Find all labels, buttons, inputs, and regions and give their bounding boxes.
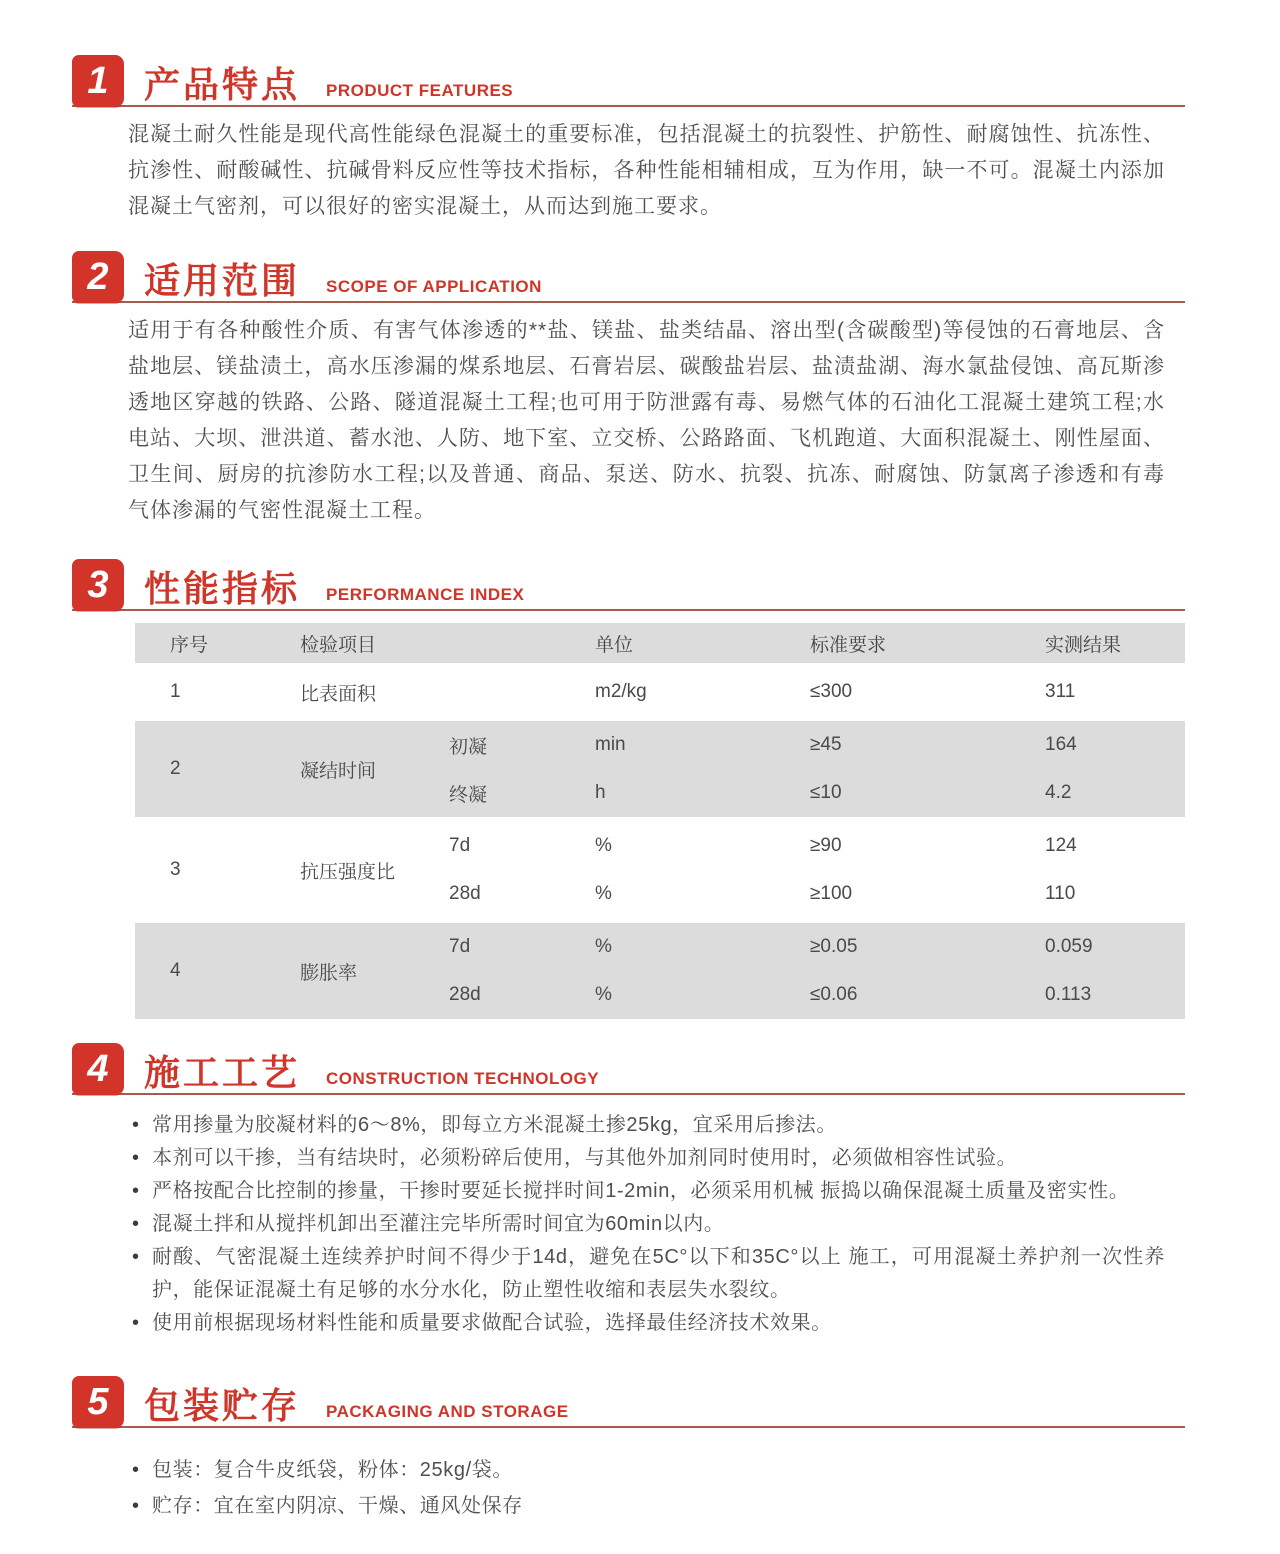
table-header-row: [135, 623, 1185, 663]
list-item: • 贮存：宜在室内阴凉、干燥、通风处保存: [128, 1488, 1165, 1524]
cell-result: 0.113: [1045, 984, 1092, 1005]
section-5-number: 5: [87, 1380, 109, 1423]
section-4-title: 施工工艺: [144, 1052, 301, 1094]
cell-result: 311: [1045, 681, 1076, 702]
cell-result: 0.059: [1045, 936, 1093, 957]
col-header-unit: 单位: [595, 634, 634, 656]
table-row: [135, 923, 1185, 1019]
cell-result: 164: [1045, 734, 1077, 755]
performance-table: [135, 623, 1185, 1019]
table-row: [135, 721, 1185, 817]
section-4-number: 4: [87, 1047, 109, 1090]
section-5-number-badge: [72, 1376, 124, 1428]
col-header-item: 检验项目: [300, 634, 377, 656]
section-4-header: [72, 1043, 1185, 1095]
cell-item: 凝结时间: [300, 760, 377, 782]
list-item: • 耐酸、气密混凝土连续养护时间不得少于14d，避免在5C°以下和35C°以上 施工，可用混凝土养护剂一次性养护，能保证混凝土有足够的水分水化，防止塑性收缩和表层失水裂纹。: [128, 1241, 1165, 1307]
scope-paragraph: 适用于有各种酸性介质、有害气体渗透的**盐、镁盐、盐类结晶、溶出型(含碳酸型)等侵蚀的石膏地层、含盐地层、镁盐渍土，高水压渗漏的煤系地层、石膏岩层、碳酸盐岩层、盐渍盐湖、海水氯盐侵蚀、高瓦斯渗透地区穿越的铁路、公路、隧道混凝土工程;也可用于防泄露有毒、易燃气体的石油化工混凝土建筑工程;水电站、大坝、泄洪道、蓄水池、人防、地下室、立交桥、公路路面、飞机跑道、大面积混凝土、刚性屋面、卫生间、厨房的抗渗防水工程;以及普通、商品、泵送、防水、抗裂、抗冻、耐腐蚀、防氯离子渗透和有毒气体渗漏的气密性混凝土工程。: [128, 319, 1165, 522]
cell-sub: 28d: [449, 883, 481, 904]
section-1-number-badge: [72, 55, 124, 107]
cell-unit: %: [595, 883, 612, 904]
list-item: • 本剂可以干掺，当有结块时，必须粉碎后使用，与其他外加剂同时使用时，必须做相容性试验。: [128, 1142, 1165, 1175]
cell-sub: 28d: [449, 984, 481, 1005]
col-header-no: 序号: [170, 634, 209, 656]
cell-requirement: ≥90: [810, 835, 842, 856]
cell-no: 1: [170, 681, 181, 702]
cell-unit: h: [595, 782, 606, 803]
cell-requirement: ≥0.05: [810, 936, 858, 957]
table-row: [135, 668, 1185, 716]
cell-result: 124: [1045, 835, 1077, 856]
section-3-subtitle: PERFORMANCE INDEX: [326, 585, 525, 604]
construction-bullet-list: [128, 1109, 1165, 1340]
cell-unit: %: [595, 984, 612, 1005]
cell-sub: 7d: [449, 936, 471, 957]
list-item: • 包装：复合牛皮纸袋，粉体：25kg/袋。: [128, 1452, 1165, 1488]
section-3-body: [128, 623, 1185, 1019]
col-header-requirement: 标准要求: [810, 634, 887, 656]
section-1-body: [128, 117, 1185, 225]
section-1-header: [72, 55, 1185, 107]
cell-item: 比表面积: [300, 683, 377, 705]
section-5-subtitle: PACKAGING AND STORAGE: [326, 1402, 569, 1421]
list-item: • 严格按配合比控制的掺量，干掺时要延长搅拌时间1-2min，必须采用机械 振捣以确保混凝土质量及密实性。: [128, 1175, 1165, 1208]
cell-sub: 终凝: [449, 784, 488, 806]
cell-no: 4: [170, 960, 181, 981]
cell-unit: m2/kg: [595, 681, 647, 702]
cell-result: 110: [1045, 883, 1076, 904]
section-2-title: 适用范围: [144, 260, 301, 302]
product-features-paragraph: 混凝土耐久性能是现代高性能绿色混凝土的重要标准，包括混凝土的抗裂性、护筋性、耐腐蚀性、抗冻性、抗渗性、耐酸碱性、抗碱骨料反应性等技术指标，各种性能相辅相成，互为作用，缺一不可。混凝土内添加混凝土气密剂，可以很好的密实混凝土，从而达到施工要求。: [128, 123, 1165, 218]
cell-sub: 初凝: [449, 736, 488, 758]
cell-no: 2: [170, 758, 181, 779]
cell-requirement: ≤10: [810, 782, 842, 803]
list-item: • 混凝土拌和从搅拌机卸出至灌注完毕所需时间宜为60min以内。: [128, 1208, 1165, 1241]
cell-unit: %: [595, 835, 612, 856]
cell-requirement: ≤300: [810, 681, 853, 702]
cell-item: 膨胀率: [300, 962, 358, 984]
section-5-title: 包装贮存: [144, 1385, 301, 1427]
cell-requirement: ≥100: [810, 883, 853, 904]
section-3-number: 3: [87, 563, 109, 606]
cell-sub: 7d: [449, 835, 471, 856]
section-1-title: 产品特点: [144, 64, 301, 106]
packaging-bullet-list: [128, 1452, 1165, 1524]
table-row: [135, 822, 1185, 918]
section-2-body: [128, 313, 1185, 529]
section-5-body: [128, 1452, 1185, 1524]
section-2-number-badge: [72, 251, 124, 303]
section-3-header: [72, 559, 1185, 611]
cell-item: 抗压强度比: [300, 861, 396, 883]
section-2-subtitle: SCOPE OF APPLICATION: [326, 277, 542, 296]
list-item: • 使用前根据现场材料性能和质量要求做配合试验，选择最佳经济技术效果。: [128, 1307, 1165, 1340]
section-1-number: 1: [87, 59, 109, 102]
cell-requirement: ≤0.06: [810, 984, 858, 1005]
section-4-body: [128, 1109, 1185, 1340]
cell-unit: min: [595, 734, 626, 755]
section-3-title: 性能指标: [144, 568, 301, 610]
section-4-number-badge: [72, 1043, 124, 1095]
section-4-subtitle: CONSTRUCTION TECHNOLOGY: [326, 1069, 600, 1088]
cell-requirement: ≥45: [810, 734, 842, 755]
section-3-number-badge: [72, 559, 124, 611]
cell-no: 3: [170, 859, 181, 880]
col-header-result: 实测结果: [1045, 634, 1122, 656]
section-2-number: 2: [87, 255, 109, 298]
section-5-header: [72, 1376, 1185, 1428]
section-2-header: [72, 251, 1185, 303]
cell-unit: %: [595, 936, 612, 957]
list-item: • 常用掺量为胶凝材料的6～8%，即每立方米混凝土掺25kg，宜采用后掺法。: [128, 1109, 1165, 1142]
section-1-subtitle: PRODUCT FEATURES: [326, 81, 514, 100]
cell-result: 4.2: [1045, 782, 1072, 803]
